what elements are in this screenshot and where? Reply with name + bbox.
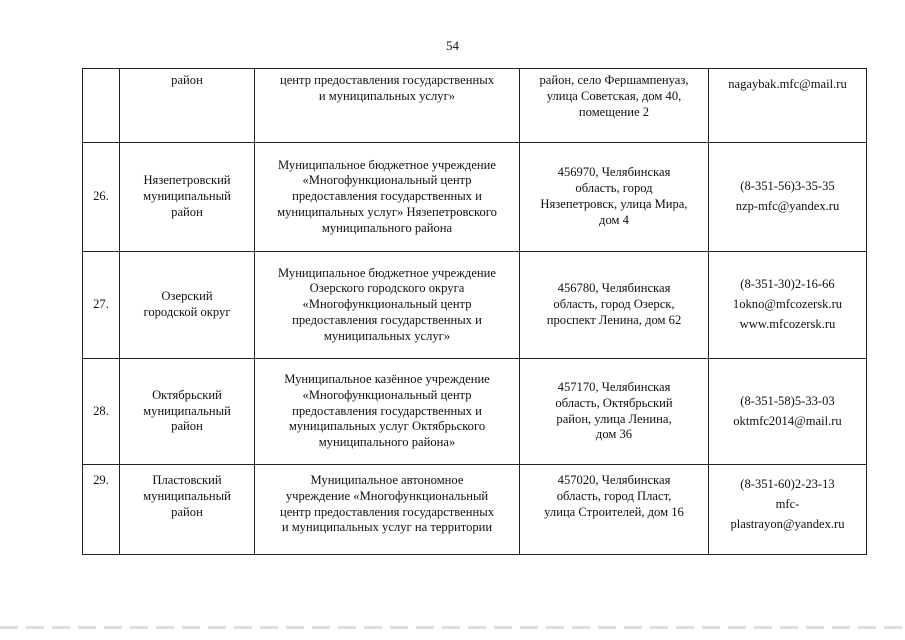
organization-line: Муниципальное автономное [310, 473, 464, 487]
contacts-cell [709, 252, 867, 359]
contacts-cell [709, 69, 867, 143]
municipality-line: муниципальный [143, 488, 231, 503]
organization-line: муниципальных услуг» Нязепетровского [277, 204, 497, 219]
address-line: область, Октябрьский [555, 395, 673, 410]
municipality-line: район [171, 204, 203, 219]
municipality-line: район [171, 504, 203, 519]
address-line: 457020, Челябинская [557, 473, 671, 487]
row-number: 28. [83, 359, 120, 465]
organization-line: Муниципальное бюджетное учреждение [278, 157, 496, 172]
organization-cell [255, 252, 520, 359]
organization-line: учреждение «Многофункциональный [285, 488, 489, 503]
municipality-line: район [171, 419, 203, 434]
address-line: проспект Ленина, дом 62 [546, 312, 682, 327]
contacts-cell [709, 143, 867, 252]
contact-line: oktmfc2014@mail.ru [733, 413, 842, 428]
municipality-cell [120, 465, 255, 555]
address-line: область, город Пласт, [556, 488, 672, 503]
municipality-line: муниципальный [143, 403, 231, 418]
contact-line: mfc- [775, 496, 800, 511]
address-line: 456780, Челябинская [557, 281, 671, 296]
address-cell [520, 143, 709, 252]
table-row [83, 69, 867, 143]
municipality-line: городской округ [143, 305, 231, 319]
address-line: 456970, Челябинская [557, 165, 671, 180]
address-line: область, город [575, 181, 653, 196]
organization-line: предоставления государственных и [292, 189, 482, 204]
row-number: 27. [83, 252, 120, 359]
organization-line: центр предоставления государственных [279, 73, 495, 87]
organization-line: Муниципальное казённое учреждение [284, 372, 490, 386]
organization-line: предоставления государственных и [292, 403, 482, 418]
organization-line: муниципального района [321, 220, 453, 235]
municipality-line: Октябрьский [152, 387, 222, 402]
contact-line: (8-351-56)3-35-35 [740, 179, 835, 194]
address-line: улица Строителей, дом 16 [544, 504, 684, 519]
table-row [83, 465, 867, 555]
contact-line: (8-351-30)2-16-66 [740, 277, 835, 292]
municipality-line: муниципальный [143, 189, 231, 204]
contacts-cell [709, 359, 867, 465]
row-number: 26. [83, 143, 120, 252]
organization-line: предоставления государственных и [292, 312, 482, 327]
scan-edge [0, 626, 905, 629]
address-line: 457170, Челябинская [557, 379, 671, 394]
address-line: Нязепетровск, улица Мира, [540, 197, 688, 211]
contact-line: www.mfcozersk.ru [739, 316, 836, 331]
mfc-registry-table [82, 68, 867, 555]
municipality-cell [120, 143, 255, 252]
contact-line: (8-351-60)2-23-13 [740, 477, 835, 491]
address-line: район, улица Ленина, [556, 411, 672, 426]
organization-line: Муниципальное бюджетное учреждение [278, 265, 496, 280]
organization-line: муниципальных услуг» [323, 328, 451, 343]
municipality-line: Озерский [161, 289, 213, 304]
address-line: дом 4 [599, 212, 629, 227]
organization-line: «Многофункциональный центр [302, 387, 472, 402]
organization-line: Озерского городского округа [309, 281, 465, 296]
organization-line: «Многофункциональный центр [302, 173, 472, 188]
contact-line: 1okno@mfcozersk.ru [732, 297, 843, 312]
organization-cell [255, 143, 520, 252]
contacts-cell [709, 465, 867, 555]
organization-cell [255, 69, 520, 143]
address-line: помещение 2 [578, 104, 650, 119]
organization-line: центр предоставления государственных [279, 504, 495, 519]
municipality-cell [120, 359, 255, 465]
address-line: область, город Озерск, [553, 297, 675, 312]
address-line: район, село Фершампенуаз, [539, 73, 689, 87]
address-line: дом 36 [595, 427, 633, 442]
municipality-cell [120, 252, 255, 359]
organization-cell [255, 359, 520, 465]
organization-line: «Многофункциональный центр [302, 297, 472, 312]
organization-line: и муниципальных услуг на территории [281, 520, 493, 535]
contact-line: nagaybak.mfc@mail.ru [728, 77, 847, 91]
municipality-line: район [171, 73, 203, 87]
address-cell [520, 465, 709, 555]
address-cell [520, 359, 709, 465]
organization-line: муниципального района» [318, 435, 456, 450]
municipality-line: Нязепетровский [143, 173, 231, 188]
table-row [83, 359, 867, 465]
address-line: улица Советская, дом 40, [546, 88, 682, 103]
address-cell [520, 69, 709, 143]
contact-line: nzp-mfc@yandex.ru [735, 199, 840, 213]
municipality-cell [120, 69, 255, 143]
row-number: 29. [83, 465, 120, 555]
table-row [83, 252, 867, 359]
contact-line: plastrayon@yandex.ru [730, 516, 845, 531]
organization-line: муниципальных услуг Октябрьского [288, 419, 486, 434]
organization-cell [255, 465, 520, 555]
contact-line: (8-351-58)5-33-03 [740, 393, 835, 408]
address-cell [520, 252, 709, 359]
table-row [83, 143, 867, 252]
organization-line: и муниципальных услуг» [318, 88, 456, 103]
row-number [83, 69, 120, 143]
municipality-line: Пластовский [152, 473, 222, 487]
page-number: 54 [446, 38, 459, 53]
